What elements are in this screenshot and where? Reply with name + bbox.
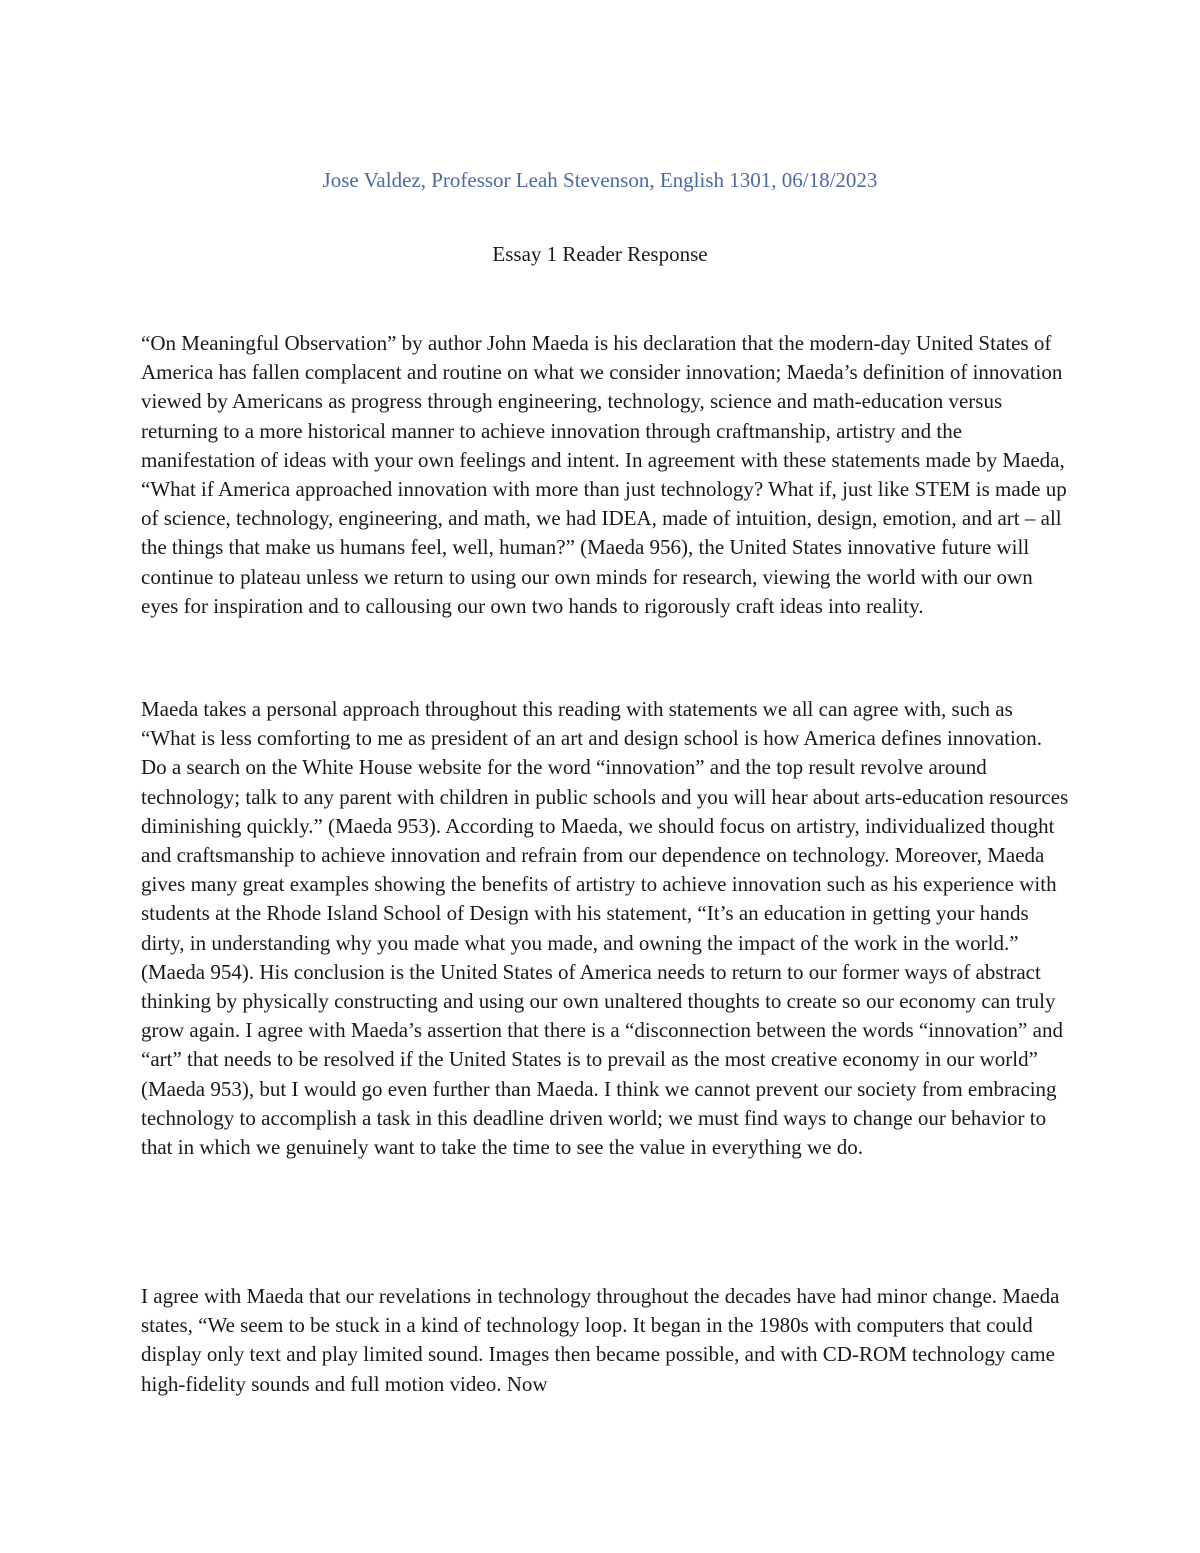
paragraph-2: Maeda takes a personal approach throughout this reading with statements we all can agree with, such as “What is less comforting to me as president of an art and design school is how America defines innovation. Do a search on the White House website for the word “innovation” and the top result revolve around technology; talk to any parent with children in public schools and you will hear about arts-education resources diminishing quickly.” (Maeda 953). According to Maeda, we should focus on artistry, individualized thought and craftsmanship to achieve innovation and refrain from our dependence on technology. Moreover, Maeda gives many great examples showing the benefits of artistry to achieve innovation such as his experience with students at the Rhode Island School of Design with his statement, “It’s an education in getting your hands dirty, in understanding why you made what you made, and owning the impact of the work in the world.” (Maeda 954). His conclusion is the United States of America needs to return to our former ways of abstract thinking by physically constructing and using our own unaltered thoughts to create so our economy can truly grow again. I agree with Maeda’s assertion that there is a “disconnection between the words “innovation” and “art” that needs to be resolved if the United States is to prevail as the most creative economy in our world” (Maeda 953), but I would go even further than Maeda. I think we cannot prevent our society from embracing technology to accomplish a task in this deadline driven world; we must find ways to change our behavior to that in which we genuinely want to take the time to see the value in everything we do. [141, 697, 1069, 1160]
document-title: Essay 1 Reader Response [492, 242, 708, 266]
paragraph-3: I agree with Maeda that our revelations in technology throughout the decades have had minor change. Maeda states, “We seem to be stuck in a kind of technology loop. It began in the 1980s with computers that could display only text and play limited sound. Images then became possible, and with CD-ROM technology came high-fidelity sounds and full motion video. Now [141, 1284, 1060, 1396]
paragraph-1: “On Meaningful Observation” by author John Maeda is his declaration that the modern-day United States of America has fallen complacent and routine on what we consider innovation; Maeda’s definition of innovation viewed by Americans as progress through engineering, technology, science and math-education versus returning to a more historical manner to achieve innovation through craftmanship, artistry and the manifestation of ideas with your own feelings and intent. In agreement with these statements made by Maeda, “What if America approached innovation with more than just technology? What if, just like STEM is made up of science, technology, engineering, and math, we had IDEA, made of intuition, design, emotion, and art – all the things that make us humans feel, well, human?” (Maeda 956), the United States innovative future will continue to plateau unless we return to using our own minds for research, viewing the world with our own eyes for inspiration and to callousing our own two hands to rigorously craft ideas into reality. [141, 331, 1067, 618]
document-header: Jose Valdez, Professor Leah Stevenson, English 1301, 06/18/2023 [322, 168, 878, 192]
